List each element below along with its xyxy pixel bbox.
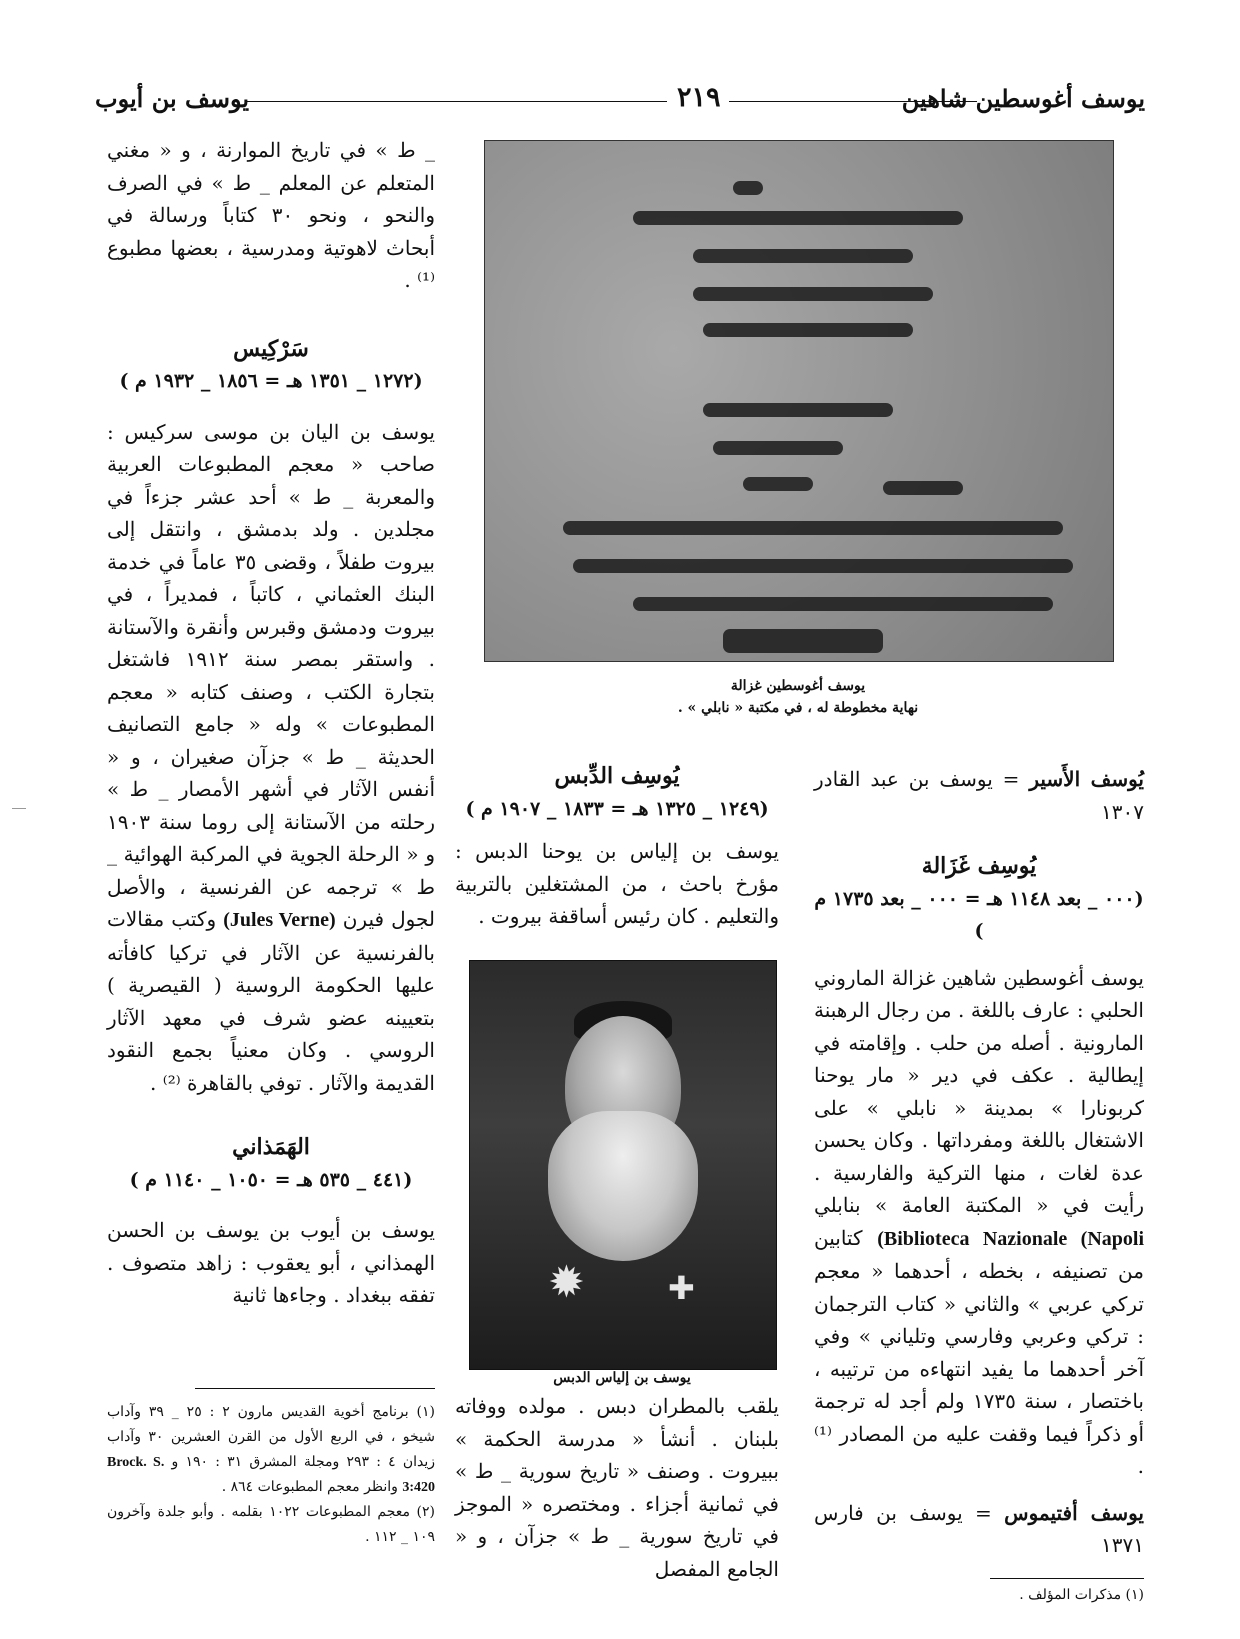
dates-dibs: (١٢٤٩ _ ١٣٢٥ هـ = ١٨٣٣ _ ١٩٠٧ م ) — [465, 797, 769, 820]
paragraph-hamadhani: يوسف بن أيوب بن يوسف بن الحسن الهمذاني ، أبو يعقوب : زاهد متصوف . تفقه ببغداد . وجاءها ثانية — [107, 1218, 435, 1307]
paragraph-dibs-1: يوسف بن إلياس بن يوحنا الدبس : مؤرخ باحث ، من المشتغلين بالتربية والتعليم . كان رئيس أساقفة بيروت . — [455, 839, 779, 928]
heading-dibs: يُوسِف الدِّبس — [554, 763, 680, 789]
header-rule-left — [245, 101, 667, 102]
ghazala-text-1: يوسف أغوسطين شاهين غزالة الماروني الحلبي : عارف باللغة . من رجال الرهبنة المارونية . أصله من حلب . وإقامته في إيطالية . عكف في دير « مار يوحنا كربونارا » بمدينة « نابلي » على الاشتغال باللغة ومفرداتها . وكان يحسن عدة لغات ، منها التركية والفارسية . رأيت في « المكتبة العامة » بنابلي — [814, 965, 1144, 1217]
footnote-rule-right — [990, 1578, 1144, 1579]
footnote-1-right: (١) مذكرات المؤلف . — [1019, 1587, 1144, 1603]
header-left-title: يوسف بن أيوب — [95, 84, 250, 113]
portrait-caption: يوسف بن إلياس الدبس — [553, 1370, 691, 1386]
paragraph-continued: _ ط » في تاريخ الموارنة ، و « مغني المتعلم عن المعلم _ ط » في الصرف والنحو ، ونحو ٣٠ كتاباً ورسالة في أبحاث لاهوتية ومدرسية ، بعضها مطبوع ⁽¹⁾ . — [107, 138, 435, 292]
header-rule-right — [729, 101, 977, 102]
entry-asir-name: يُوسف الأَسير — [1029, 767, 1144, 791]
dates-ghazala: (٠٠٠ _ بعد ١١٤٨ هـ = ٠٠٠ _ بعد ١٧٣٥ م ) — [814, 887, 1144, 942]
header-right-title: يوسف أغوسطين شاهين — [901, 84, 1145, 113]
page-number: ٢١٩ — [677, 82, 721, 113]
heading-sarkis: سَرْكِيس — [233, 335, 309, 362]
ghazala-text-2: كتابين من تصنيفه ، بخطه ، أحدهما « معجم تركي عربي » والثاني « كتاب الترجمان : تركي وعربي وفارسي وتلياني » وفي آخر أحدهما ما يفيد انتهاءه من ترتيبه ، باختصار ، سنة ١٧٣٥ ولم أجد له ترجمة أو ذكراً فيما وقفت عليه من المصادر ⁽¹⁾ . — [814, 1225, 1144, 1478]
running-header — [95, 84, 1145, 124]
footnotes-right — [814, 1584, 1144, 1606]
entry-aftimos-ref: = يوسف بن فارس ١٣٧١ — [814, 1500, 1144, 1557]
entry-aftimos — [814, 1497, 1144, 1562]
sarkis-text-1: يوسف بن اليان بن موسى سركيس : صاحب « معجم المطبوعات العربية والمعربة _ ط » أحد عشر جزءاً في مجلدين . ولد بدمشق ، وانتقل إلى بيروت طفلاً ، وقضى ٣٥ عاماً في خدمة البنك العثماني ، كاتباً ، فمديراً ، في بيروت ودمشق وقبرس وأنقرة والآستانة . واستقر بمصر سنة ١٩١٢ فاشتغل بتجارة الكتب ، وصنف كتابه « معجم المطبوعات » وله « جامع التصانيف الحديثة _ ط » جزآن صغيران ، و « أنفس الآثار في أشهر الأمصار _ ط » رحلته من الآستانة إلى روما سنة ١٩٠٣ و « الرحلة الجوية في المركبة الهوائية _ ط » ترجمه عن الفرنسية ، والأصل لجول فيرن — [107, 419, 436, 931]
heading-hamadhani: الهَمَذاني — [232, 1134, 310, 1160]
paragraph-sarkis — [107, 416, 435, 1100]
column-middle-continued — [455, 1390, 779, 1585]
column-right — [814, 763, 1144, 1562]
footnote-1-left: (١) برنامج أخوية القديس مارون ٢ : ٢٥ _ ٣٩ وآداب شيخو ، في الربع الأول من القرن العشرين ٣٠ وآداب زيدان ٤ : ٢٩٣ ومجلة المشرق ٣١ : ١٩٠ و Brock. S. 3:420 وانظر معجم المطبوعات ٨٦٤ . — [107, 1404, 436, 1495]
column-left — [107, 134, 435, 1312]
column-middle — [455, 760, 779, 933]
sarkis-text-2: وكتب مقالات بالفرنسية عن الآثار في تركيا كافأته عليها الحكومة الروسية ( القيصرية ) بتعيينه عضو شرف في معهد الآثار الروسي . وكان معنياً بجمع النقود القديمة والآثار . توفي بالقاهرة ⁽²⁾ . — [107, 907, 435, 1095]
sarkis-latin: (Jules Verne) — [223, 909, 336, 931]
entry-aftimos-name: يوسف أفتيموس — [1004, 1500, 1144, 1525]
dates-hamadhani: (٤٤١ _ ٥٣٥ هـ = ١٠٥٠ _ ١١٤٠ م ) — [129, 1168, 413, 1191]
footnotes-left — [107, 1400, 435, 1550]
margin-mark — [12, 808, 26, 809]
footnote-2-left: (٢) معجم المطبوعات ١٠٢٢ بقلمه . وأبو جلدة وآخرون ١٠٩ _ ١١٢ . — [107, 1504, 435, 1545]
paragraph-dibs-2: يلقب بالمطران دبس . مولده ووفاته بلبنان . أنشأ « مدرسة الحكمة » ببيروت . وصنف « تاريخ سورية _ ط » في ثمانية أجزاء . ومختصره « الموجز في تاريخ سورية _ ط » جزآن ، و « الجامع المفصل — [455, 1394, 779, 1581]
ghazala-latin: (Biblioteca Nazionale (Napoli — [877, 1227, 1144, 1250]
manuscript-caption-title: يوسف أغوسطين غزالة — [730, 678, 866, 694]
paragraph-ghazala — [814, 962, 1144, 1483]
footnote-rule-left — [195, 1388, 435, 1389]
entry-asir-ref: = يوسف بن عبد القادر ١٣٠٧ — [814, 767, 1144, 824]
entry-asir — [814, 763, 1144, 828]
portrait-photo: ✹ ✚ — [469, 960, 777, 1370]
heading-ghazala: يُوسِف غَزَالة — [921, 853, 1037, 879]
dates-sarkis: (١٢٧٢ _ ١٣٥١ هـ = ١٨٥٦ _ ١٩٣٢ م ) — [119, 370, 423, 392]
manuscript-image — [484, 140, 1114, 662]
manuscript-caption-note: نهاية مخطوطة له ، في مكتبة « نابلي » . — [677, 700, 919, 716]
